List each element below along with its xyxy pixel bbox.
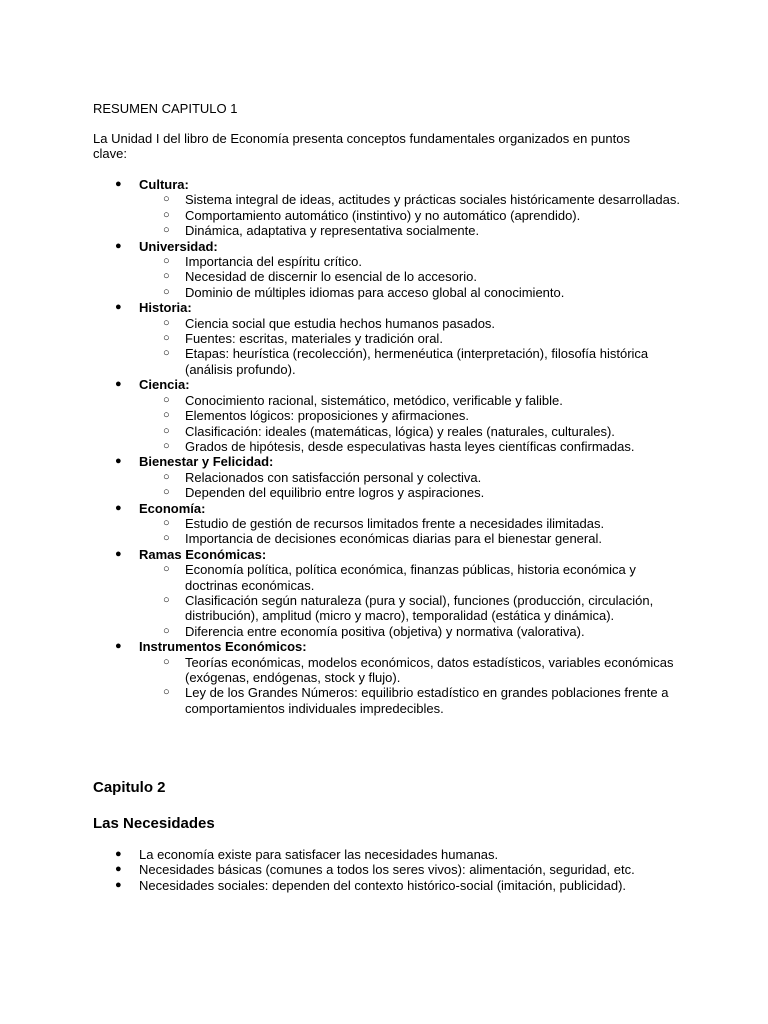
need-text: Necesidades básicas (comunes a todos los seres vivos): alimentación, seguridad, etc. (139, 862, 635, 878)
sub-point-item (139, 223, 683, 238)
bullet-icon: ● (115, 848, 122, 860)
sub-point-text: Dinámica, adaptativa y representativa socialmente. (185, 223, 480, 239)
bullet-icon: ● (115, 501, 122, 514)
circle-bullet-icon: ○ (163, 624, 170, 637)
sub-point-text: Importancia de decisiones económicas diarias para el bienestar general. (185, 531, 602, 547)
circle-bullet-icon: ○ (163, 563, 170, 576)
document-title: RESUMEN CAPITULO 1 (93, 101, 238, 116)
topic-label: Economía: (139, 500, 206, 516)
topic-item (93, 501, 683, 547)
sub-point-text: Dependen del equilibrio entre logros y aspiraciones. (185, 485, 485, 501)
circle-bullet-icon: ○ (163, 316, 170, 329)
topic-item (93, 454, 683, 500)
summary-list (93, 177, 683, 716)
sub-point-text: Necesidad de discernir lo esencial de lo accesorio. (185, 269, 477, 285)
need-item (93, 878, 683, 893)
needs-list (93, 847, 683, 893)
bullet-icon: ● (115, 640, 122, 653)
need-text: Necesidades sociales: dependen del contexto histórico-social (imitación, publicidad). (139, 877, 627, 893)
circle-bullet-icon: ○ (163, 193, 170, 206)
sub-point-text: Sistema integral de ideas, actitudes y prácticas sociales históricamente desarrolladas. (185, 192, 680, 208)
sub-point-text: Relacionados con satisfacción personal y colectiva. (185, 469, 482, 485)
circle-bullet-icon: ○ (163, 208, 170, 221)
circle-bullet-icon: ○ (163, 409, 170, 422)
sub-point-item (139, 316, 683, 331)
circle-bullet-icon: ○ (163, 424, 170, 437)
bullet-icon: ● (115, 547, 122, 560)
topic-label: Cultura: (139, 177, 189, 192)
chapter-2-heading: Capitulo 2 (93, 779, 166, 796)
intro-paragraph: La Unidad I del libro de Economía presenta conceptos fundamentales organizados en puntos clave: (93, 131, 630, 162)
sub-point-item (139, 593, 683, 624)
circle-bullet-icon: ○ (163, 224, 170, 237)
circle-bullet-icon: ○ (163, 255, 170, 268)
sub-point-text: Grados de hipótesis, desde especulativas hasta leyes científicas confirmadas. (185, 438, 635, 454)
topic-item (93, 300, 683, 377)
sub-point-item (139, 393, 683, 408)
sub-point-text: Diferencia entre economía positiva (objetiva) y normativa (valorativa). (185, 623, 585, 639)
topic-item (93, 639, 683, 716)
sub-point-item (139, 254, 683, 269)
circle-bullet-icon: ○ (163, 486, 170, 499)
sub-point-text: Dominio de múltiples idiomas para acceso global al conocimiento. (185, 284, 565, 300)
sub-point-text: Fuentes: escritas, materiales y tradición oral. (185, 331, 443, 347)
sub-point-item (139, 424, 683, 439)
bullet-icon: ● (115, 239, 122, 252)
sub-point-item (139, 331, 683, 346)
sub-point-text: Ciencia social que estudia hechos humanos pasados. (185, 315, 496, 331)
circle-bullet-icon: ○ (163, 532, 170, 545)
sub-point-item (139, 208, 683, 223)
topic-label: Bienestar y Felicidad: (139, 454, 274, 470)
circle-bullet-icon: ○ (163, 393, 170, 406)
sub-point-item (139, 346, 683, 377)
sub-point-item (139, 439, 683, 454)
topic-item (93, 177, 683, 239)
sub-point-text: Elementos lógicos: proposiciones y afirmaciones. (185, 408, 469, 424)
topic-item (93, 377, 683, 454)
need-item (93, 847, 683, 862)
sub-point-text: Economía política, política económica, finanzas públicas, historia económica y doctrinas económicas. (185, 562, 636, 593)
sub-point-text: Etapas: heurística (recolección), hermenéutica (interpretación), filosofía histórica (análisis profundo). (185, 346, 649, 377)
sub-point-text: Clasificación: ideales (matemáticas, lógica) y reales (naturales, culturales). (185, 423, 615, 439)
topic-label: Ciencia: (139, 377, 190, 393)
sub-point-text: Ley de los Grandes Números: equilibrio estadístico en grandes poblaciones frente a comportamientos individuales impredecibles. (185, 685, 669, 716)
sub-point-text: Importancia del espíritu crítico. (185, 254, 363, 270)
sub-point-item (139, 516, 683, 531)
circle-bullet-icon: ○ (163, 332, 170, 345)
sub-point-text: Teorías económicas, modelos económicos, datos estadísticos, variables económicas (exógenas, endógenas, stock y flujo). (185, 654, 674, 685)
sub-point-item (139, 624, 683, 639)
sub-point-item (139, 269, 683, 284)
topic-label: Historia: (139, 300, 192, 316)
sub-point-item (139, 531, 683, 546)
sub-point-item (139, 562, 683, 593)
topic-item (93, 239, 683, 301)
circle-bullet-icon: ○ (163, 439, 170, 452)
sub-point-item (139, 655, 683, 686)
sub-point-item (139, 408, 683, 423)
bullet-icon: ● (115, 178, 122, 190)
bullet-icon: ● (115, 863, 122, 876)
sub-point-item (139, 470, 683, 485)
circle-bullet-icon: ○ (163, 655, 170, 668)
topic-label: Ramas Económicas: (139, 546, 267, 562)
bullet-icon: ● (115, 378, 122, 391)
sub-point-text: Clasificación según naturaleza (pura y social), funciones (producción, circulación, distribución), amplitud (micro y macro), temporalidad (estática y dinámica). (185, 592, 654, 624)
bullet-icon: ● (115, 878, 122, 891)
circle-bullet-icon: ○ (163, 686, 170, 699)
sub-point-text: Conocimiento racional, sistemático, metódico, verificable y falible. (185, 392, 563, 408)
bullet-icon: ● (115, 455, 122, 468)
sub-point-item (139, 192, 683, 207)
circle-bullet-icon: ○ (163, 347, 170, 360)
circle-bullet-icon: ○ (163, 470, 170, 483)
bullet-icon: ● (115, 301, 122, 314)
need-item (93, 862, 683, 877)
circle-bullet-icon: ○ (163, 270, 170, 283)
topic-item (93, 547, 683, 639)
topic-label: Universidad: (139, 238, 218, 254)
sub-point-item (139, 285, 683, 300)
need-text: La economía existe para satisfacer las necesidades humanas. (139, 847, 499, 862)
sub-point-item (139, 485, 683, 500)
sub-point-text: Estudio de gestión de recursos limitados frente a necesidades ilimitadas. (185, 515, 605, 531)
topic-label: Instrumentos Económicos: (139, 639, 307, 655)
sub-point-item (139, 685, 683, 716)
circle-bullet-icon: ○ (163, 285, 170, 298)
circle-bullet-icon: ○ (163, 593, 170, 606)
sub-point-text: Comportamiento automático (instintivo) y no automático (aprendido). (185, 207, 581, 223)
circle-bullet-icon: ○ (163, 516, 170, 529)
needs-section-heading: Las Necesidades (93, 815, 215, 832)
